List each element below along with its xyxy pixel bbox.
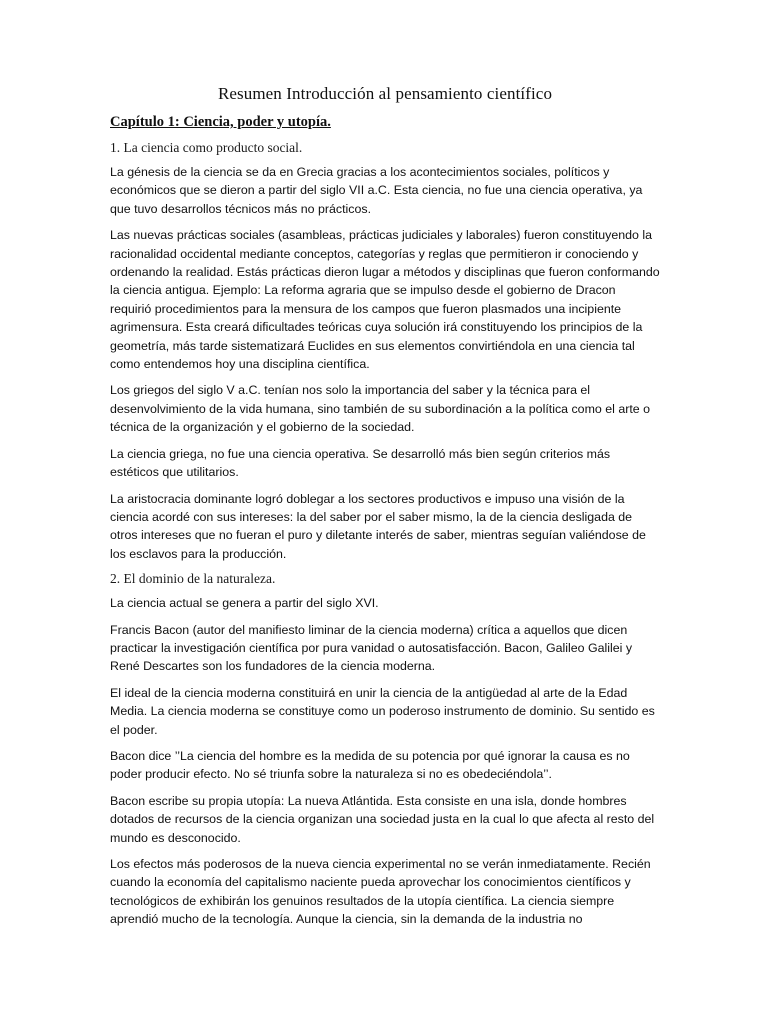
- paragraph: La aristocracia dominante logró doblegar a los sectores productivos e impuso una visión de la ciencia acordé con sus intereses: la del saber por el saber mismo, la de la ciencia desligada de otros intereses que no fueran el puro y diletante interés de saber, mientras seguían valiéndose de los esclavos para la producción.: [110, 491, 646, 561]
- section-heading-2: 2. El dominio de la naturaleza.: [110, 571, 276, 587]
- paragraph: La ciencia actual se genera a partir del siglo XVI.: [110, 596, 379, 611]
- paragraph: Francis Bacon (autor del manifiesto liminar de la ciencia moderna) crítica a aquellos que dicen practicar la investigación científica por pura vanidad o autosatisfacción. Bacon, Galileo Galilei y René Descartes son los fundadores de la ciencia moderna.: [110, 622, 633, 674]
- paragraph: La ciencia griega, no fue una ciencia operativa. Se desarrolló más bien según criterios más estéticos que utilitarios.: [110, 446, 611, 480]
- paragraph: Los efectos más poderosos de la nueva ciencia experimental no se verán inmediatamente. Recién cuando la economía del capitalismo naciente pueda aprovechar los conocimientos científicos y tecnológicos de exhibirán los genuinos resultados de la utopía científica. La ciencia siempre aprendió mucho de la tecnología. Aunque la ciencia, sin la demanda de la industria no: [110, 857, 651, 927]
- paragraph: Bacon escribe su propia utopía: La nueva Atlántida. Esta consiste en una isla, donde hombres dotados de recursos de la ciencia organizan una sociedad justa en la cual lo que afecta al resto del mundo es desconocido.: [110, 793, 655, 845]
- section-heading-1: 1. La ciencia como producto social.: [110, 140, 303, 155]
- paragraph: Bacon dice ’’La ciencia del hombre es la medida de su potencia por qué ignorar la causa es no poder producir efecto. No sé triunfa sobre la naturaleza si no es obedeciéndola’’.: [110, 748, 630, 782]
- paragraph: La génesis de la ciencia se da en Grecia gracias a los acontecimientos sociales, políticos y económicos que se dieron a partir del siglo VII a.C. Esta ciencia, no fue una ciencia operativa, ya que tuvo desarrollos técnicos más no prácticos.: [110, 165, 643, 216]
- paragraph: Los griegos del siglo V a.C. tenían nos solo la importancia del saber y la técnica para el desenvolvimiento de la vida humana, sino también de su subordinación a la política como el arte o técnica de la organización y el gobierno de la sociedad.: [110, 383, 651, 435]
- document-title: Resumen Introducción al pensamiento científico: [217, 84, 553, 103]
- chapter-heading: Capítulo 1: Ciencia, poder y utopía.: [110, 114, 331, 130]
- paragraph: Las nuevas prácticas sociales (asambleas, prácticas judiciales y laborales) fueron constituyendo la racionalidad occidental mediante conceptos, categorías y reglas que permitieron ir conociendo y ordenando la realidad. Estás prácticas dieron lugar a métodos y disciplinas que fueron conformando la ciencia antigua. Ejemplo: La reforma agraria que se impulso desde el gobierno de Dracon requirió procedimientos para la mensura de los campos que fueron plasmados una incipiente agrimensura. Esta creará dificultades teóricas cuya solución irá constituyendo los principios de la geometría, más tarde sistematizará Euclides en sus elementos convirtiéndola en una ciencia tal como entendemos hoy una disciplina científica.: [110, 228, 660, 372]
- document-page: [110, 84, 660, 937]
- paragraph: El ideal de la ciencia moderna constituirá en unir la ciencia de la antigüedad al arte de la Edad Media. La ciencia moderna se constituye como un poderoso instrumento de dominio. Su sentido es el poder.: [110, 685, 655, 737]
